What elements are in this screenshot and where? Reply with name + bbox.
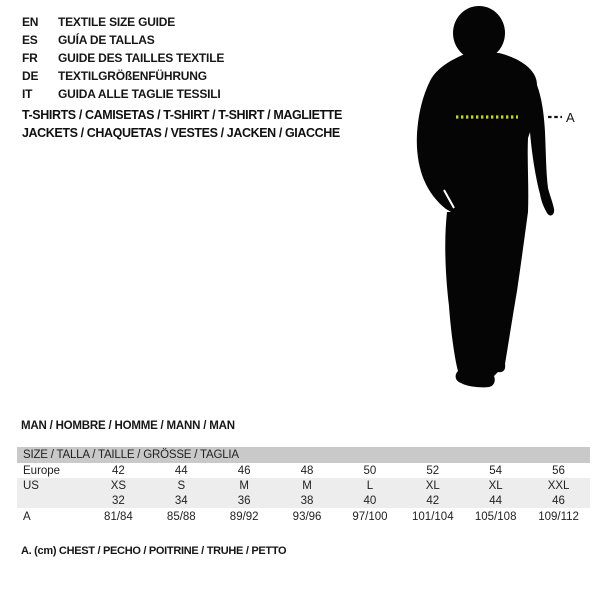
size-cell: XS — [110, 479, 127, 492]
size-cell: 52 — [426, 464, 440, 477]
size-cell: 56 — [552, 464, 565, 477]
table-row-chest-a — [17, 508, 590, 526]
row-label: A — [23, 511, 31, 523]
size-cell: XL — [425, 479, 440, 492]
category-line-jackets: JACKETS / CHAQUETAS / VESTES / JACKEN / GIACCHE — [22, 126, 340, 140]
size-cell: 42 — [426, 494, 440, 507]
table-row-us — [17, 478, 590, 493]
size-cell: 101/104 — [412, 511, 454, 523]
size-cell: M — [302, 479, 312, 492]
language-label: TEXTILGRÖßENFÜHRUNG — [58, 69, 207, 83]
size-cell: XL — [488, 479, 503, 492]
size-cell: L — [366, 479, 374, 492]
man-silhouette-svg — [415, 4, 593, 396]
row-label: Europe — [23, 464, 61, 477]
size-cell: 89/92 — [229, 511, 259, 523]
measure-label-a: A — [566, 110, 575, 125]
size-cell: 38 — [300, 494, 314, 507]
size-cell: 44 — [174, 464, 188, 477]
man-silhouette-figure — [415, 4, 593, 396]
size-cell: 105/108 — [474, 511, 517, 523]
size-cell: 50 — [363, 464, 377, 477]
size-cell: 93/96 — [292, 511, 322, 523]
language-code: EN — [22, 15, 39, 29]
section-title-man: MAN / HOMBRE / HOMME / MANN / MAN — [21, 420, 235, 432]
language-code: IT — [22, 87, 33, 101]
language-row-it — [22, 85, 224, 103]
language-label: TEXTILE SIZE GUIDE — [58, 15, 176, 29]
size-cell: M — [239, 479, 249, 492]
language-row-de — [22, 67, 224, 85]
size-cell: 54 — [489, 464, 503, 477]
size-cell: 44 — [489, 494, 503, 507]
size-cell: 46 — [552, 494, 565, 507]
size-cell: 46 — [237, 464, 251, 477]
size-cell: 81/84 — [104, 511, 133, 523]
table-row-europe — [17, 463, 590, 478]
language-code: FR — [22, 51, 38, 65]
language-row-en — [22, 13, 224, 31]
size-cell: 34 — [174, 494, 188, 507]
size-cell: XXL — [547, 479, 570, 492]
size-cell: 85/88 — [166, 511, 196, 523]
language-row-es — [22, 31, 224, 49]
size-cell: 97/100 — [352, 511, 388, 523]
silhouette-shape — [445, 212, 528, 387]
language-label: GUIDA ALLE TAGLIE TESSILI — [58, 87, 221, 101]
category-line-tshirts: T-SHIRTS / CAMISETAS / T-SHIRT / T-SHIRT / MAGLIETTE — [22, 108, 342, 122]
language-code: DE — [22, 69, 39, 83]
size-cell: 40 — [363, 494, 377, 507]
size-cell: 109/112 — [538, 511, 579, 523]
language-code: ES — [22, 33, 38, 47]
size-cell: 42 — [112, 464, 125, 477]
row-label: US — [23, 479, 39, 492]
size-cell: 36 — [237, 494, 251, 507]
size-cell: 32 — [112, 494, 125, 507]
language-label: GUIDE DES TAILLES TEXTILE — [58, 51, 225, 65]
size-table-header: SIZE / TALLA / TAILLE / GRÖSSE / TAGLIA — [17, 447, 590, 463]
size-cell: 48 — [300, 464, 314, 477]
table-row-numeric — [17, 493, 590, 508]
silhouette-shape — [417, 53, 537, 212]
size-table — [17, 447, 590, 526]
silhouette-shape — [529, 85, 554, 216]
language-row-fr — [22, 49, 224, 67]
language-list — [22, 13, 224, 103]
measurement-footnote: A. (cm) CHEST / PECHO / POITRINE / TRUHE / PETTO — [21, 545, 287, 557]
garment-categories — [22, 106, 342, 142]
language-label: GUÍA DE TALLAS — [58, 33, 155, 47]
size-cell: S — [177, 479, 186, 492]
